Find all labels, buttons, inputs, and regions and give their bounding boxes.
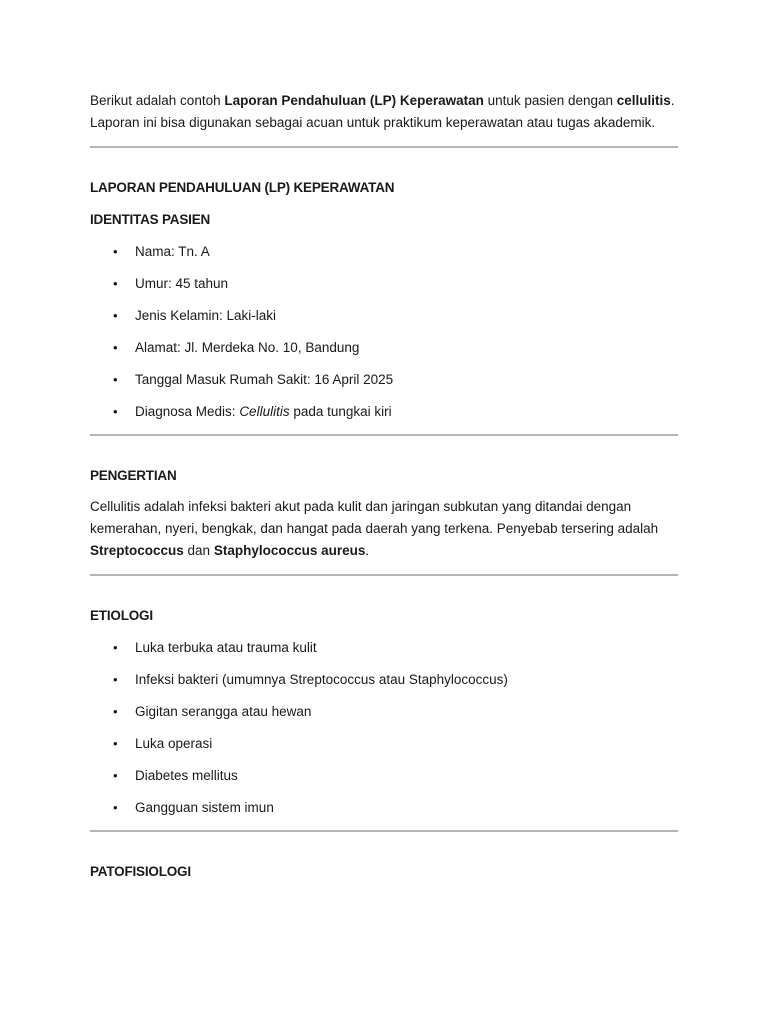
intro-text-1: Berikut adalah contoh xyxy=(90,93,225,108)
bold-streptococcus: Streptococcus xyxy=(90,543,184,558)
list-item: • Tanggal Masuk Rumah Sakit: 16 April 2025 xyxy=(90,370,678,390)
list-item: • Nama: Tn. A xyxy=(90,242,678,262)
intro-bold-report-type: Laporan Pendahuluan (LP) Keperawatan xyxy=(224,93,484,108)
bullet-icon: • xyxy=(113,768,118,783)
diagnosa-rest: pada tungkai kiri xyxy=(289,404,392,419)
diagnosa-term: Cellulitis xyxy=(239,404,290,419)
divider-3 xyxy=(90,574,678,576)
list-item: • Luka operasi xyxy=(90,734,678,754)
section-heading-pengertian: PENGERTIAN xyxy=(90,468,177,483)
bullet-icon: • xyxy=(113,276,118,291)
bullet-icon: • xyxy=(113,672,118,687)
list-item: • Gigitan serangga atau hewan xyxy=(90,702,678,722)
bullet-icon: • xyxy=(113,704,118,719)
intro-text-2: untuk pasien dengan xyxy=(483,93,617,108)
bold-staphylococcus: Staphylococcus aureus xyxy=(213,543,366,558)
section-heading-patofisiologi: PATOFISIOLOGI xyxy=(90,864,191,879)
intro-text-3: . Laporan ini bisa digunakan sebagai acuan untuk praktikum keperawatan atau tugas akademik. xyxy=(90,93,675,130)
document-title: LAPORAN PENDAHULUAN (LP) KEPERAWATAN xyxy=(90,180,395,195)
diagnosa-label: Diagnosa Medis: xyxy=(135,404,240,419)
bullet-icon: • xyxy=(113,736,118,751)
section-heading-identitas: IDENTITAS PASIEN xyxy=(90,212,211,227)
pengertian-paragraph: Cellulitis adalah infeksi bakteri akut pada kulit dan jaringan subkutan yang ditandai dengan kemerahan, nyeri, bengkak, dan hangat pada daerah yang terkena. Penyebab tersering adalah Streptococcus dan Staphylococcus aureus. xyxy=(90,499,659,558)
list-item: • Jenis Kelamin: Laki-laki xyxy=(90,306,678,326)
divider-1 xyxy=(90,146,678,148)
bullet-icon: • xyxy=(113,404,118,419)
list-item: • Infeksi bakteri (umumnya Streptococcus atau Staphylococcus) xyxy=(90,670,678,690)
identitas-list xyxy=(90,242,678,422)
intro-paragraph xyxy=(90,90,680,134)
bullet-icon: • xyxy=(113,340,118,355)
section-heading-etiologi: ETIOLOGI xyxy=(90,608,153,623)
list-item: • Alamat: Jl. Merdeka No. 10, Bandung xyxy=(90,338,678,358)
list-item: • Gangguan sistem imun xyxy=(90,798,678,818)
list-item: • Umur: 45 tahun xyxy=(90,274,678,294)
divider-4 xyxy=(90,830,678,832)
bullet-icon: • xyxy=(113,800,118,815)
list-item: • Diabetes mellitus xyxy=(90,766,678,786)
bullet-icon: • xyxy=(113,372,118,387)
list-item-diagnosa xyxy=(90,402,678,422)
divider-2 xyxy=(90,434,678,436)
bullet-icon: • xyxy=(113,308,118,323)
bullet-icon: • xyxy=(113,244,118,259)
intro-bold-diagnosis: cellulitis xyxy=(616,93,671,108)
bullet-icon: • xyxy=(113,640,118,655)
list-item: • Luka terbuka atau trauma kulit xyxy=(90,638,678,658)
etiologi-list xyxy=(90,638,678,818)
